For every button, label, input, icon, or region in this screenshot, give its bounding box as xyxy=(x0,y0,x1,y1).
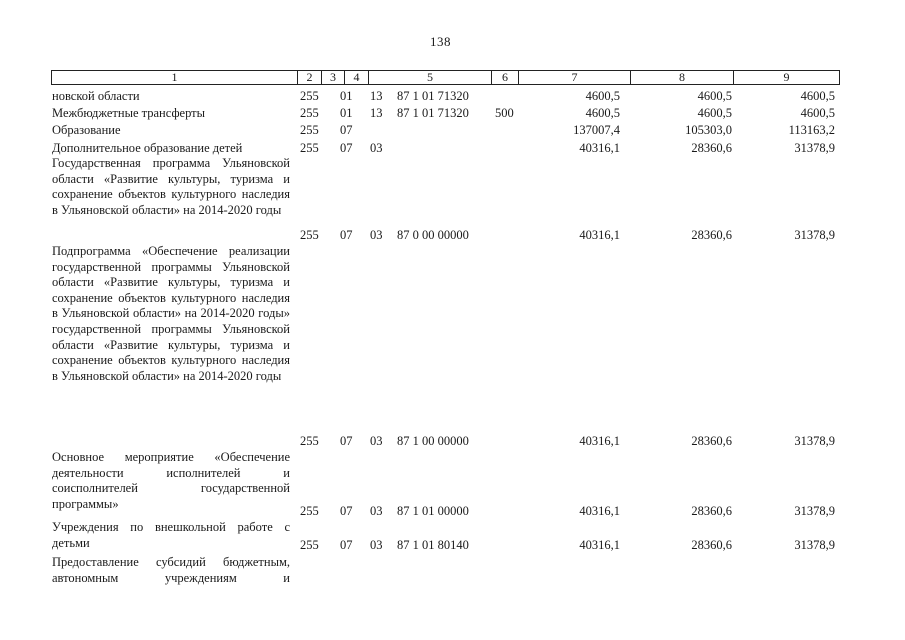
cell-c8: 28360,6 xyxy=(691,228,732,242)
header-col-7: 7 xyxy=(519,71,631,84)
cell-c7: 137007,4 xyxy=(573,123,620,137)
cell-c8: 28360,6 xyxy=(691,141,732,155)
cell-c9: 31378,9 xyxy=(794,504,835,518)
header-col-3: 3 xyxy=(322,71,345,84)
cell-c3: 07 xyxy=(340,123,353,137)
cell-c3: 07 xyxy=(340,504,353,518)
cell-c7: 40316,1 xyxy=(579,228,620,242)
table-header xyxy=(51,70,840,85)
row-description: Межбюджетные трансферты xyxy=(52,106,206,120)
cell-c9: 4600,5 xyxy=(800,106,835,120)
cell-c9: 31378,9 xyxy=(794,538,835,552)
cell-c7: 40316,1 xyxy=(579,538,620,552)
cell-c9: 31378,9 xyxy=(794,141,835,155)
cell-c2: 255 xyxy=(300,504,319,518)
cell-c2: 255 xyxy=(300,106,319,120)
cell-c7: 4600,5 xyxy=(585,89,620,103)
row-description: Образование xyxy=(52,123,121,137)
header-col-1: 1 xyxy=(52,71,298,84)
row-description: Предоставление субсидий бюджетным, автономным учреждениям и xyxy=(52,555,290,585)
row-description: Подпрограмма «Обеспечение реализации государственной программы Ульяновской области «Развитие культуры, туризма и сохранение объектов культурного наследия в Ульяновской области» на 2014-2020 годы» государственной программы Ульяновской области «Развитие культуры, туризма и сохранение объектов культурного наследия в Ульяновской области» на 2014-2020 годы xyxy=(52,244,290,383)
cell-c4: 13 xyxy=(370,106,383,120)
row-description: Дополнительное образование детей xyxy=(52,141,243,155)
cell-c3: 07 xyxy=(340,228,353,242)
header-col-9: 9 xyxy=(783,70,790,84)
header-col-6: 6 xyxy=(492,71,519,84)
header-col-4: 4 xyxy=(345,71,369,84)
cell-c5: 87 0 00 00000 xyxy=(397,228,469,242)
cell-c5: 87 1 01 71320 xyxy=(397,89,469,103)
cell-c3: 07 xyxy=(340,538,353,552)
cell-c9: 31378,9 xyxy=(794,228,835,242)
cell-c8: 28360,6 xyxy=(691,538,732,552)
cell-c2: 255 xyxy=(300,538,319,552)
cell-c2: 255 xyxy=(300,123,319,137)
cell-c7: 4600,5 xyxy=(585,106,620,120)
cell-c4: 13 xyxy=(370,89,383,103)
row-description: новской области xyxy=(52,89,140,103)
cell-c7: 40316,1 xyxy=(579,504,620,518)
row-description: Государственная программа Ульяновской области «Развитие культуры, туризма и сохранение объектов культурного наследия в Ульяновской области» на 2014-2020 годы xyxy=(52,156,290,217)
header-col-8: 8 xyxy=(631,71,734,84)
cell-c2: 255 xyxy=(300,228,319,242)
cell-c3: 07 xyxy=(340,141,353,155)
cell-c4: 03 xyxy=(370,228,383,242)
cell-c2: 255 xyxy=(300,434,319,448)
cell-c9: 31378,9 xyxy=(794,434,835,448)
cell-c3: 07 xyxy=(340,434,353,448)
page-number: 138 xyxy=(430,34,451,49)
cell-c5: 87 1 01 80140 xyxy=(397,538,469,552)
cell-c8: 4600,5 xyxy=(697,106,732,120)
row-description: Учреждения по внешкольной работе с детьми xyxy=(52,520,290,550)
header-col-2: 2 xyxy=(298,71,322,84)
cell-c8: 28360,6 xyxy=(691,504,732,518)
cell-c8: 105303,0 xyxy=(685,123,732,137)
cell-c6: 500 xyxy=(495,106,514,120)
cell-c3: 01 xyxy=(340,89,353,103)
cell-c2: 255 xyxy=(300,141,319,155)
cell-c7: 40316,1 xyxy=(579,141,620,155)
cell-c9: 4600,5 xyxy=(800,89,835,103)
cell-c2: 255 xyxy=(300,89,319,103)
row-description: Основное мероприятие «Обеспечение деятельности исполнителей и соисполнителей государственной программы» xyxy=(52,450,290,511)
cell-c8: 28360,6 xyxy=(691,434,732,448)
cell-c4: 03 xyxy=(370,141,383,155)
cell-c9: 113163,2 xyxy=(788,123,835,137)
cell-c4: 03 xyxy=(370,504,383,518)
cell-c5: 87 1 00 00000 xyxy=(397,434,469,448)
cell-c7: 40316,1 xyxy=(579,434,620,448)
cell-c5: 87 1 01 71320 xyxy=(397,106,469,120)
cell-c5: 87 1 01 00000 xyxy=(397,504,469,518)
cell-c4: 03 xyxy=(370,434,383,448)
cell-c4: 03 xyxy=(370,538,383,552)
cell-c8: 4600,5 xyxy=(697,89,732,103)
cell-c3: 01 xyxy=(340,106,353,120)
header-col-5: 5 xyxy=(369,71,492,84)
